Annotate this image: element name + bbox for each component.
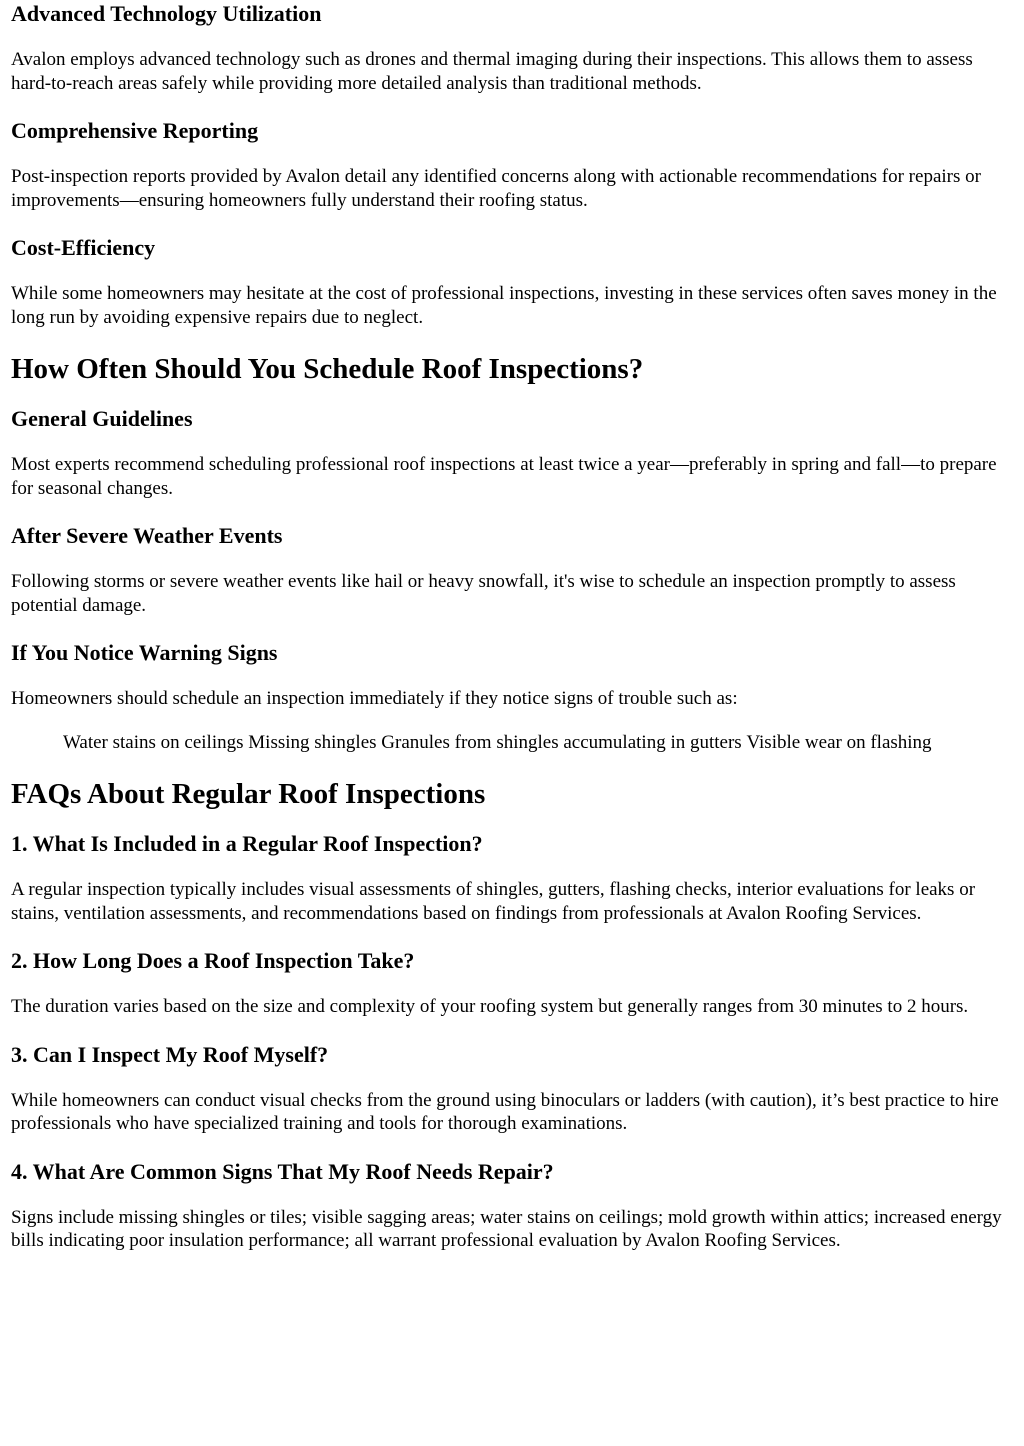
faq-question: 2. How Long Does a Roof Inspection Take? bbox=[11, 948, 415, 973]
paragraph-cost-efficiency: While some homeowners may hesitate at the cost of professional inspections, investing in these services often saves money in the long run by avoiding expensive repairs due to neglect. bbox=[11, 283, 997, 328]
list-item: Missing shingles bbox=[248, 731, 382, 753]
section-title-faqs: FAQs About Regular Roof Inspections bbox=[11, 778, 486, 810]
section-heading-severe-weather: After Severe Weather Events bbox=[11, 523, 283, 548]
faq-answer: Signs include missing shingles or tiles; visible sagging areas; water stains on ceilings; mold growth within attics; increased energy bills indicating poor insulation performance; all warrant professional evaluation by Avalon Roofing Services. bbox=[11, 1206, 1002, 1251]
faq-question: 4. What Are Common Signs That My Roof Needs Repair? bbox=[11, 1158, 554, 1184]
faq-answer: A regular inspection typically includes visual assessments of shingles, gutters, flashing checks, interior evaluations for leaks or stains, ventilation assessments, and recommendations based on findings from professionals at Avalon Roofing Services. bbox=[11, 879, 976, 924]
section-heading-comprehensive-reporting: Comprehensive Reporting bbox=[11, 118, 259, 143]
list-item: Water stains on ceilings bbox=[63, 731, 249, 753]
list-item: Visible wear on flashing bbox=[746, 731, 932, 753]
section-heading-advanced-technology: Advanced Technology Utilization bbox=[11, 1, 322, 26]
section-heading-cost-efficiency: Cost-Efficiency bbox=[11, 235, 156, 260]
section-title-how-often: How Often Should You Schedule Roof Inspections? bbox=[11, 353, 644, 385]
list-item: Granules from shingles accumulating in gutters bbox=[381, 731, 747, 753]
faq-answer: While homeowners can conduct visual checks from the ground using binoculars or ladders (with caution), it’s best practice to hire professionals who have specialized training and tools for thorough examinations. bbox=[11, 1089, 999, 1134]
section-heading-general-guidelines: General Guidelines bbox=[11, 406, 193, 431]
paragraph-warning-signs: Homeowners should schedule an inspection immediately if they notice signs of trouble such as: bbox=[11, 688, 738, 709]
paragraph-severe-weather: Following storms or severe weather events like hail or heavy snowfall, it's wise to schedule an inspection promptly to assess potential damage. bbox=[11, 571, 956, 616]
warning-signs-list bbox=[11, 731, 1013, 755]
section-heading-warning-signs: If You Notice Warning Signs bbox=[11, 640, 278, 665]
faq-question: 3. Can I Inspect My Roof Myself? bbox=[11, 1041, 329, 1067]
paragraph-comprehensive-reporting: Post-inspection reports provided by Avalon detail any identified concerns along with actionable recommendations for repairs or improvements—ensuring homeowners fully understand their roofing status. bbox=[11, 166, 981, 211]
faq-question: 1. What Is Included in a Regular Roof Inspection? bbox=[11, 831, 483, 856]
paragraph-advanced-technology: Avalon employs advanced technology such as drones and thermal imaging during their inspections. This allows them to assess hard-to-reach areas safely while providing more detailed analysis than traditional methods. bbox=[11, 49, 973, 94]
faq-answer: The duration varies based on the size and complexity of your roofing system but generally ranges from 30 minutes to 2 hours. bbox=[11, 996, 969, 1017]
paragraph-general-guidelines: Most experts recommend scheduling professional roof inspections at least twice a year—preferably in spring and fall—to prepare for seasonal changes. bbox=[11, 454, 997, 499]
